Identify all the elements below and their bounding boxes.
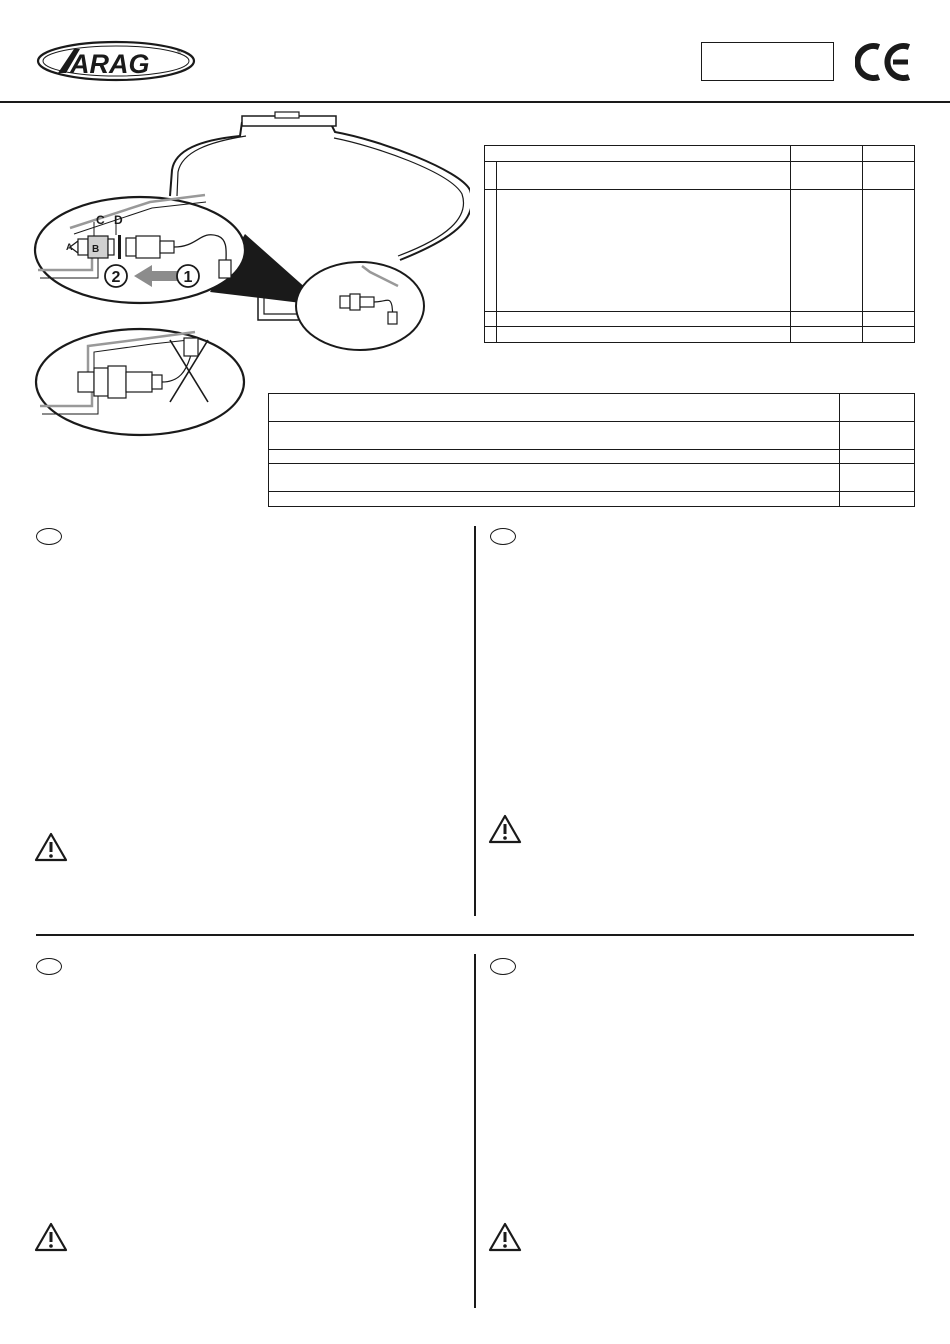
column-divider [474, 526, 476, 916]
label-a: A [66, 242, 73, 252]
product-code-box [701, 42, 834, 81]
step-1-label: 1 [183, 269, 193, 286]
warning-icon [488, 814, 522, 844]
table-row [269, 422, 915, 450]
table-row [485, 312, 915, 327]
table-row [485, 146, 915, 162]
arag-logo [36, 40, 196, 82]
table-row [485, 162, 915, 190]
table-row [269, 450, 915, 464]
label-d: D [114, 213, 123, 227]
svg-text:®: ® [177, 50, 182, 56]
parts-table [484, 145, 915, 343]
table-row [269, 394, 915, 422]
label-b: B [92, 244, 100, 255]
brand-wordmark: ARAG [70, 49, 150, 79]
language-badge [490, 958, 516, 975]
table-row [269, 464, 915, 492]
column-divider [474, 954, 476, 1308]
warning-icon [34, 832, 68, 862]
warning-icon [34, 1222, 68, 1252]
language-badge [36, 958, 62, 975]
header-divider [0, 101, 950, 103]
ce-mark-icon [855, 41, 915, 83]
section-divider [36, 934, 914, 936]
language-badge [36, 528, 62, 545]
label-c: C [96, 213, 105, 227]
table-row [485, 190, 915, 312]
spec-table [268, 393, 915, 507]
table-row [485, 327, 915, 343]
warning-icon [488, 1222, 522, 1252]
table-row [269, 492, 915, 507]
language-badge [490, 528, 516, 545]
step-2-label: 2 [111, 269, 121, 286]
